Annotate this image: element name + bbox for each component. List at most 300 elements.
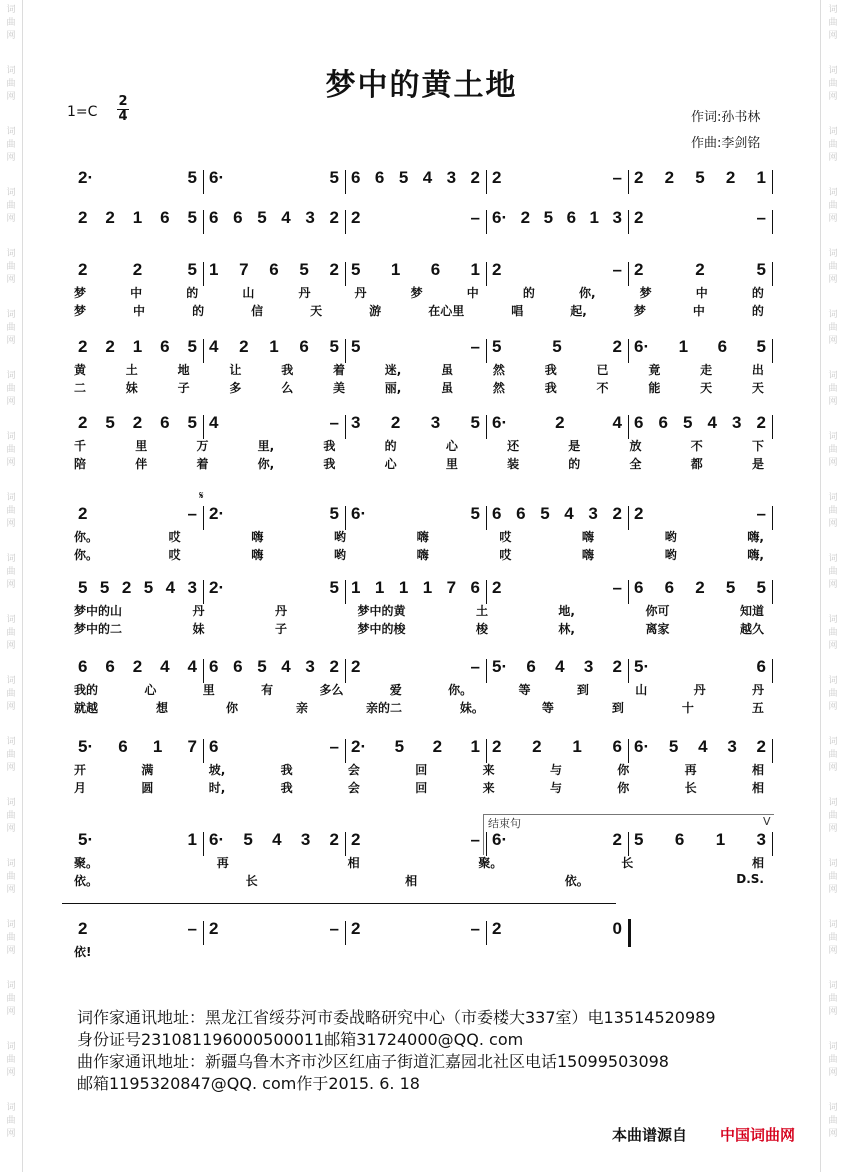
note: 1 [132,337,143,356]
lyric-word: 与 [549,781,562,795]
note: 2 [209,919,219,938]
barline [345,210,346,234]
note: 4 [272,830,282,849]
measure [78,168,197,188]
footer-line-1: 词作家通讯地址：黑龙江省绥芬河市委战略研究中心（市委楼大337室）电13514520989 [77,1008,716,1027]
lyric-word: 嗨 [251,548,264,562]
note: 2 [612,657,622,676]
lyric-word: 伴 [135,457,148,471]
note: 5 [756,260,766,279]
measure [492,578,622,598]
lyrics-verse-1 [74,943,764,960]
watermark-text: 词 曲 网 [6,676,16,712]
note: 3 [430,413,441,432]
barline [345,921,346,945]
lyrics-verse-2 [74,872,764,889]
note: 6· [492,830,508,849]
measure [492,657,622,677]
note: 2 [78,504,88,523]
note: – [756,504,766,523]
note: 5· [78,737,94,756]
measure [351,260,480,280]
watermark-text: 词 曲 网 [6,554,16,590]
note: 6 [233,208,243,227]
measure [492,413,622,433]
lyric-word: 着 [196,457,209,471]
note: 2· [351,737,367,756]
lyric-word: 嗨 [416,548,429,562]
barline [772,339,773,363]
note: 4 [281,657,291,676]
barline [203,659,204,683]
watermark-text: 词 曲 网 [6,920,16,956]
measure [209,337,339,357]
note: 6· [492,208,508,227]
measure [634,737,766,757]
note: 5 [725,578,736,597]
watermark-text: 词 曲 网 [6,1042,16,1078]
measure [209,504,339,524]
measure [209,919,339,939]
lyric-word: 丹 [274,604,287,618]
lyric-word: 来 [482,763,495,777]
note: 1 [589,208,599,227]
lyric-word: 我 [280,763,293,777]
lyric-word: 会 [347,781,360,795]
note: 5 [187,260,197,279]
note: 6 [526,657,536,676]
note: 2 [351,919,361,938]
note: – [612,260,622,279]
note: 2 [695,260,705,279]
lyric-word: 开 [74,763,87,777]
lyric-word: 亲 [295,701,308,715]
lyric-word: 中 [466,286,479,300]
note: – [612,168,622,187]
watermark-text: 词 曲 网 [6,249,16,285]
note: 2 [132,260,143,279]
note: 2 [351,657,361,676]
measure [78,208,197,228]
lyric-word: 装 [507,457,520,471]
note: 6 [299,337,309,356]
note: 5 [351,337,361,356]
note: 3 [300,830,311,849]
note: 6 [118,737,128,756]
barline [628,415,629,439]
note: 2 [520,208,531,227]
note: 4 [209,413,219,432]
measure [78,830,197,850]
ending-label: 结束句 [488,817,521,830]
watermark-text: 词 曲 网 [828,493,838,529]
measure [351,168,480,188]
lyric-word: 子 [177,381,190,395]
score-row [72,413,774,471]
watermark-text: 词 曲 网 [6,66,16,102]
measure [209,657,339,677]
barline [345,832,346,856]
note: 6 [105,657,115,676]
note: 2 [329,657,339,676]
note: 3 [588,504,598,523]
lyric-word: 梦中的黄 [357,604,406,618]
measure [492,504,622,524]
note: 2 [351,830,361,849]
lyric-word: 我 [544,381,557,395]
note: 5 [756,578,766,597]
note: 5 [398,168,409,187]
measure [209,260,339,280]
source-site-link[interactable]: 中国词曲网 [720,1126,796,1144]
lyric-word: 你。 [74,548,99,562]
barline [772,415,773,439]
time-signature-bottom: 4 [118,109,128,124]
note: 1 [390,260,401,279]
note: 6 [374,168,385,187]
breath-mark: V [763,815,771,828]
note: 2 [390,413,401,432]
note: 5 [78,578,88,597]
lyric-word: 天 [751,381,764,395]
note: 2 [532,737,542,756]
lyric-word: 多么 [319,683,344,697]
note: 1 [470,260,480,279]
lyric-word: 的 [751,286,764,300]
lyric-word: 多 [229,381,242,395]
note: 6· [634,737,650,756]
note: 6 [717,337,728,356]
note: 1 [269,337,279,356]
lyric-word: 依。 [74,874,99,888]
note: 6· [351,504,367,523]
note: 0 [612,919,622,938]
lyric-word: 哎 [499,548,512,562]
lyric-word: 里, [257,439,275,453]
measure [351,657,480,677]
song-title: 梦中的黄土地 [325,68,518,103]
measure [209,737,339,757]
note: 2 [329,208,339,227]
lyric-word: 聚。 [478,856,503,870]
note: 6 [756,657,766,676]
note: 6 [658,413,668,432]
note: 4 [422,168,433,187]
barline [345,506,346,530]
lyric-word: 梦 [633,304,646,318]
measure [78,504,197,524]
note: 1 [422,578,433,597]
lyric-word: 中 [133,304,146,318]
note: 6 [78,657,88,676]
score-row [72,737,774,795]
lyric-word: 哟 [664,548,677,562]
measure [351,504,480,524]
lyric-word: 在心里 [428,304,465,318]
lyric-word: 你 [617,781,630,795]
watermark-text: 词 曲 网 [6,432,16,468]
note: 3 [727,737,737,756]
note: 5 [470,504,480,523]
watermark-text: 词 曲 网 [828,554,838,590]
lyric-word: 坡, [208,763,226,777]
barline [203,262,204,286]
note: 5 [187,413,197,432]
lyrics-verse-1 [74,437,764,454]
barline [486,921,487,945]
lyric-word: 知道 [739,604,764,618]
watermark-text: 词 曲 网 [828,371,838,407]
lyric-word: 会 [347,763,360,777]
note: 6 [233,657,243,676]
note: 1 [187,830,197,849]
measure [634,657,766,677]
lyric-word: 梦 [74,286,87,300]
watermark-text: 词 曲 网 [828,981,838,1017]
note: 6 [674,830,685,849]
lyric-word: 中 [130,286,143,300]
note: 4 [209,337,219,356]
lyric-word: 起, [570,304,587,318]
note: 1 [572,737,582,756]
lyrics-verse-2 [74,699,764,716]
lyric-word: 梦 [639,286,652,300]
time-signature [116,95,130,124]
lyric-word: 有 [261,683,274,697]
note: – [470,919,480,938]
note: 6 [160,413,170,432]
barline [628,506,629,530]
note: 2 [492,919,502,938]
lyric-word: 丹 [298,286,311,300]
barline [203,210,204,234]
note: 6 [516,504,526,523]
barline [486,170,487,194]
lyrics-verse-1 [74,854,764,871]
note: 6· [634,337,650,356]
lyric-word: 我的 [74,683,99,697]
measure [209,830,339,850]
score-row [72,504,774,562]
watermark-text: 词 曲 网 [828,859,838,895]
barline [203,415,204,439]
score-row [72,657,774,715]
note: 4 [160,657,170,676]
watermark-text: 词 曲 网 [828,676,838,712]
measure [209,578,339,598]
note: 2 [105,208,115,227]
lyric-word: 你可 [645,604,670,618]
note: 5 [394,737,405,756]
lyricist-credit: 作词:孙书林 [691,110,761,125]
lyric-word: 唱 [511,304,524,318]
watermark-text: 词 曲 网 [828,1103,838,1139]
note: 1 [756,168,766,187]
measure [78,578,197,598]
lyric-word: 妹 [192,622,205,636]
score-row [72,337,774,395]
note: 6 [492,504,502,523]
lyric-word: 你 [617,763,630,777]
watermark-text: 词 曲 网 [6,798,16,834]
barline [203,506,204,530]
lyric-word: 丹 [354,286,367,300]
note: 4 [707,413,717,432]
lyrics-verse-2 [74,779,764,796]
lyric-word: 嗨 [582,530,595,544]
note: 2· [78,168,94,187]
footer-line-2: 身份证号231081196000500011邮箱31724000@QQ. com [77,1030,524,1049]
barline [345,580,346,604]
note: 5 [329,504,339,523]
measure [351,919,480,939]
measure [78,737,197,757]
measure [634,504,766,524]
watermark-text: 词 曲 网 [828,432,838,468]
note: 2 [132,657,143,676]
lyric-word: 爱 [389,683,402,697]
lyric-word: 的 [522,286,535,300]
note: – [470,208,480,227]
note: – [756,208,766,227]
lyric-word: 相 [751,856,764,870]
lyric-word: 都 [690,457,703,471]
lyric-word: 我 [544,363,557,377]
note: 2 [78,413,88,432]
watermark-text: 词 曲 网 [6,5,16,41]
lyric-word: 里 [202,683,215,697]
lyric-word: 你, [257,457,275,471]
note: 5 [105,413,115,432]
note: 6 [430,260,441,279]
note: 5 [492,337,502,356]
lyric-word: 的 [186,286,199,300]
footer-line-3: 曲作家通讯地址：新疆乌鲁木齐市沙区红庙子街道汇嘉园北社区电话15099503098 [77,1052,669,1071]
measure [351,830,480,850]
watermark-text: 词 曲 网 [6,859,16,895]
lyric-word: 到 [576,683,589,697]
measure [492,337,622,357]
note: 2 [78,208,88,227]
barline [345,339,346,363]
watermark-text: 词 曲 网 [828,66,838,102]
note: – [470,830,480,849]
lyric-word: 黄 [74,363,87,377]
measure [78,337,197,357]
note: 6· [492,413,508,432]
lyrics-verse-1 [74,361,764,378]
note: 5 [756,337,766,356]
note: 2 [470,168,480,187]
lyric-word: 我 [323,439,336,453]
note: 5 [634,830,644,849]
barline [345,739,346,763]
watermark-text: 词 曲 网 [828,1042,838,1078]
lyric-word: 回 [415,781,428,795]
lyric-word: 丹 [693,683,706,697]
note: 2 [492,578,502,597]
measure [634,337,766,357]
lyric-word: 离家 [645,622,670,636]
score-row [72,260,774,318]
lyric-word: 哟 [334,530,347,544]
barline [486,210,487,234]
lyric-word: 你 [225,701,238,715]
lyric-word: 里 [445,457,458,471]
note: 7 [446,578,457,597]
lyric-word: 梦中的梭 [357,622,406,636]
note: 2 [634,260,644,279]
note: 2 [695,578,705,597]
note: 7 [239,260,249,279]
lyric-word: 着 [332,363,345,377]
barline [772,739,773,763]
barline [486,580,487,604]
lyric-word: 下 [751,439,764,453]
lyric-word: 地 [177,363,190,377]
score-row [72,578,774,636]
barline [628,739,629,763]
note: 5 [329,578,339,597]
note: 5 [187,337,197,356]
note: – [187,919,197,938]
note: 2 [132,413,143,432]
note: 2 [239,337,249,356]
note: 4 [281,208,291,227]
barline [203,921,204,945]
barline [486,415,487,439]
note: 2 [329,830,339,849]
lyric-word: 你, [578,286,596,300]
lyric-word: 全 [629,457,642,471]
lyric-word: 五 [751,701,764,715]
measure [209,413,339,433]
lyric-word: 陪 [74,457,87,471]
lyric-word: 来 [482,781,495,795]
lyrics-verse-2 [74,302,764,319]
lyric-word: 再 [684,763,697,777]
note: 6 [160,208,170,227]
lyric-word: 让 [229,363,242,377]
lyric-word: 中 [692,304,705,318]
note: 2 [432,737,443,756]
lyrics-verse-1 [74,681,764,698]
lyric-word: 丽, [384,381,402,395]
lyric-word: 月 [74,781,87,795]
note: 1 [678,337,689,356]
barline [345,659,346,683]
note: 6 [351,168,361,187]
note: 2 [612,830,622,849]
note: 7 [187,737,197,756]
barline [486,659,487,683]
lyric-word: 的 [384,439,397,453]
lyrics-verse-1 [74,761,764,778]
note: – [470,657,480,676]
lyrics-verse-2 [74,620,764,637]
note: 2 [351,208,361,227]
note: 4 [564,504,574,523]
note: 4 [612,413,622,432]
final-barline [628,919,631,947]
segno-mark: 𝄋 [199,489,204,502]
barline [628,262,629,286]
lyric-word: 就越 [74,701,99,715]
lyric-word: 圆 [141,781,154,795]
note: 5 [695,168,705,187]
note: 5 [552,337,562,356]
barline [772,506,773,530]
